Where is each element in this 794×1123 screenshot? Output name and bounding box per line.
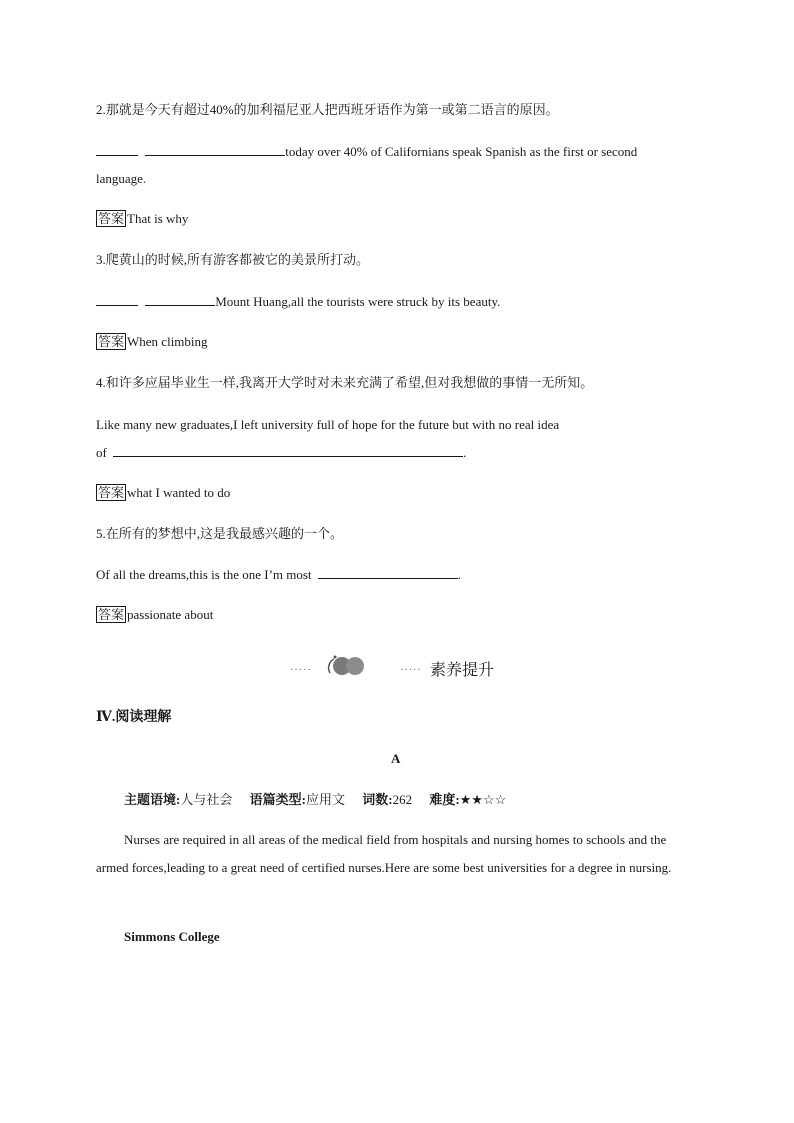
q2-answer-row [96,210,188,228]
q4-suffix: . [463,445,467,460]
q3-chinese: 3.爬黄山的时候,所有游客都被它的美景所打动。 [96,252,370,267]
banner-dots-right: ····· [400,665,422,676]
answer-blank[interactable] [96,293,138,306]
section-title: Ⅳ.阅读理解 [96,710,172,725]
q2-answer: That is why [127,211,189,226]
meta-words: 262 [392,792,413,807]
section-banner [290,655,530,679]
passage-paragraph: Nurses are required in all areas of the medical field from hospitals and nursing homes to schools and the armed forces,leading to a great need of certified nurses.Here are some best universities for a degree in nursing. [96,832,672,875]
q5-prefix: Of all the dreams,this is the one I’m most [96,567,312,582]
q4-chinese: 4.和许多应届毕业生一样,我离开大学时对未来充满了希望,但对我想做的事情一无所知。 [96,375,594,390]
q3-english-line [96,293,500,311]
meta-label-difficulty: 难度: [429,792,460,807]
banner-dots-left: ····· [290,665,312,676]
answer-blank[interactable] [145,143,285,156]
q2-english-line2: language. [96,171,147,186]
q3-answer: When climbing [127,334,208,349]
q5-answer: passionate about [127,607,214,622]
answer-tag: 答案 [98,211,125,226]
answer-tag: 答案 [98,334,125,349]
answer-blank[interactable] [318,566,458,579]
answer-tag: 答案 [98,607,125,622]
meta-label-type: 语篇类型: [249,792,306,807]
q2-chinese: 2.那就是今天有超过40%的加利福尼亚人把西班牙语作为第一或第二语言的原因。 [96,102,559,117]
meta-type: 应用文 [305,792,345,807]
answer-blank[interactable] [145,293,215,306]
answer-blank[interactable] [113,444,463,457]
q4-english-line1: Like many new graduates,I left university full of hope for the future but with no real idea [96,417,560,432]
q4-answer-row [96,484,230,502]
meta-label-theme: 主题语境: [124,792,181,807]
q5-english-line [96,566,461,584]
q4-english-line2 [96,444,466,462]
q5-answer-row [96,606,213,624]
answer-blank[interactable] [96,143,138,156]
part-label: A [391,751,401,766]
answer-tag: 答案 [98,485,125,500]
q5-suffix: . [457,567,462,582]
q2-english-text: today over 40% of Californians speak Spanish as the first or second [285,144,638,159]
q4-prefix: of [96,445,107,460]
passage-subhead: Simmons College [124,929,220,944]
q3-answer-row [96,333,208,351]
banner-title: 素养提升 [430,662,495,679]
meta-label-words: 词数: [362,792,393,807]
q4-answer: what I wanted to do [127,485,231,500]
meta-theme: 人与社会 [180,792,233,807]
meta-difficulty: ★★☆☆ [459,792,507,807]
q3-english-text: Mount Huang,all the tourists were struck by its beauty. [215,294,501,309]
q5-chinese: 5.在所有的梦想中,这是我最感兴趣的一个。 [96,526,344,541]
passage-meta [124,791,506,809]
q2-english-line1 [96,143,637,161]
